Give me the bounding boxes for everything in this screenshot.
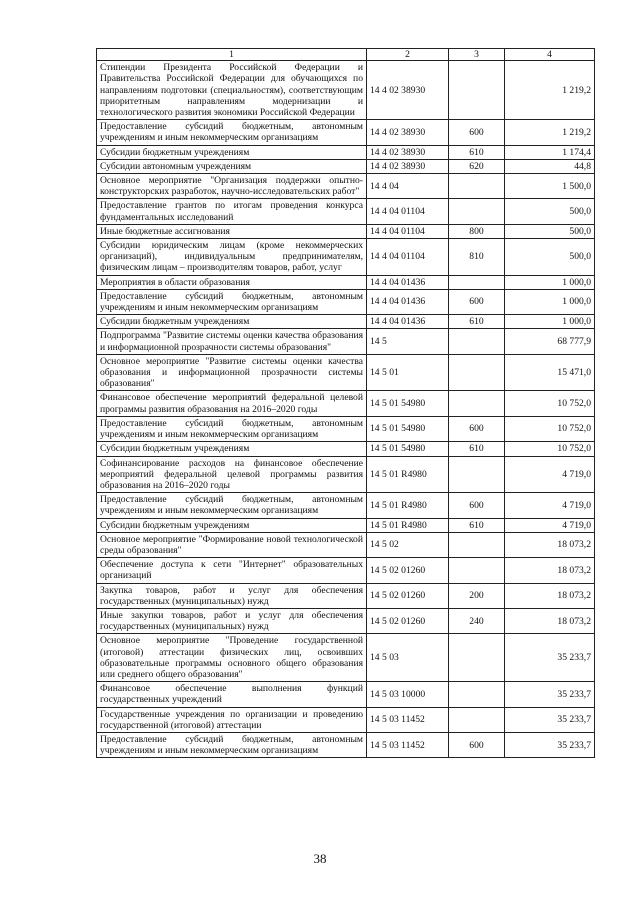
table-row: [97, 315, 595, 329]
row-type: 600: [449, 289, 505, 314]
row-code: 14 5 01 54980: [367, 416, 449, 441]
table-row: [97, 707, 595, 732]
row-type: 600: [449, 120, 505, 145]
row-amount: 44,8: [505, 159, 595, 173]
row-code: 14 4 04 01104: [367, 224, 449, 238]
row-amount: 10 752,0: [505, 391, 595, 416]
table-row: [97, 583, 595, 608]
row-code: 14 5 02 01260: [367, 608, 449, 633]
budget-table: [96, 48, 595, 758]
table-row: [97, 145, 595, 159]
row-name: Основное мероприятие "Организация поддержки опытно-конструкторских разработок, научно-исследовательских работ": [97, 174, 367, 199]
row-name: Иные закупки товаров, работ и услуг для обеспечения государственных (муниципальных) нужд: [97, 608, 367, 633]
row-type: [449, 707, 505, 732]
row-name: Стипендии Президента Российской Федерации и Правительства Российской Федерации для обучающихся по направлениям подготовки (специальностям), соответствующим приоритетным направлениям модернизации и технологического развития экономики Российской Федерации: [97, 61, 367, 120]
table-row: [97, 558, 595, 583]
row-name: Субсидии бюджетным учреждениям: [97, 315, 367, 329]
row-name: Финансовое обеспечение выполнения функций государственных учреждений: [97, 682, 367, 707]
row-type: 800: [449, 224, 505, 238]
row-amount: 1 219,2: [505, 61, 595, 120]
row-type: 610: [449, 442, 505, 456]
row-type: [449, 391, 505, 416]
table-row: [97, 239, 595, 276]
row-name: Финансовое обеспечение мероприятий федеральной целевой программы развития образования на 2016–2020 годы: [97, 391, 367, 416]
row-name: Предоставление грантов по итогам проведения конкурса фундаментальных исследований: [97, 199, 367, 224]
row-type: 610: [449, 315, 505, 329]
table-row: [97, 532, 595, 557]
table-row: [97, 159, 595, 173]
header-col-2: 2: [367, 49, 449, 61]
table-row: [97, 199, 595, 224]
row-code: 14 5 01 R4980: [367, 518, 449, 532]
row-amount: 35 233,7: [505, 732, 595, 757]
row-type: [449, 354, 505, 391]
row-name: Субсидии юридическим лицам (кроме некоммерческих организаций), индивидуальным предпринимателям, физическим лицам – производителям товаров, работ, услуг: [97, 239, 367, 276]
table-body: [97, 61, 595, 758]
row-name: Предоставление субсидий бюджетным, автономным учреждениям и иным некоммерческим организациям: [97, 732, 367, 757]
table-row: [97, 61, 595, 120]
table-row: [97, 416, 595, 441]
row-name: Обеспечение доступа к сети "Интернет" образовательных организаций: [97, 558, 367, 583]
row-name: Иные бюджетные ассигнования: [97, 224, 367, 238]
row-amount: 1 000,0: [505, 275, 595, 289]
table-row: [97, 493, 595, 518]
row-code: 14 5 02 01260: [367, 558, 449, 583]
row-name: Предоставление субсидий бюджетным, автономным учреждениям и иным некоммерческим организациям: [97, 416, 367, 441]
row-type: 200: [449, 583, 505, 608]
row-name: Подпрограмма "Развитие системы оценки качества образования и информационной прозрачности системы образования": [97, 329, 367, 354]
row-code: 14 4 04 01436: [367, 315, 449, 329]
row-name: Основное мероприятие "Проведение государственной (итоговой) аттестации физических лиц, освоивших образовательные программы основного общего образования или среднего общего образования": [97, 634, 367, 682]
row-amount: 18 073,2: [505, 532, 595, 557]
row-name: Субсидии бюджетным учреждениям: [97, 518, 367, 532]
row-code: 14 5 02 01260: [367, 583, 449, 608]
row-name: Субсидии автономным учреждениям: [97, 159, 367, 173]
row-code: 14 4 04 01104: [367, 239, 449, 276]
row-code: 14 5 03 10000: [367, 682, 449, 707]
table-row: [97, 732, 595, 757]
table-row: [97, 608, 595, 633]
table-row: [97, 120, 595, 145]
row-type: 810: [449, 239, 505, 276]
table-row: [97, 329, 595, 354]
row-code: 14 4 02 38930: [367, 120, 449, 145]
row-amount: 35 233,7: [505, 634, 595, 682]
row-amount: 15 471,0: [505, 354, 595, 391]
row-type: 610: [449, 518, 505, 532]
row-type: [449, 329, 505, 354]
row-amount: 1 174,4: [505, 145, 595, 159]
row-type: [449, 174, 505, 199]
row-name: Субсидии бюджетным учреждениям: [97, 145, 367, 159]
row-amount: 4 719,0: [505, 456, 595, 493]
row-amount: 1 500,0: [505, 174, 595, 199]
row-code: 14 5 03 11452: [367, 707, 449, 732]
row-name: Субсидии бюджетным учреждениям: [97, 442, 367, 456]
row-amount: 68 777,9: [505, 329, 595, 354]
row-code: 14 5 01: [367, 354, 449, 391]
row-code: 14 4 02 38930: [367, 145, 449, 159]
table-header-row: [97, 49, 595, 61]
row-code: 14 4 02 38930: [367, 159, 449, 173]
row-name: Государственные учреждения по организации и проведению государственной (итоговой) аттестации: [97, 707, 367, 732]
row-amount: 1 000,0: [505, 315, 595, 329]
row-code: 14 5 01 R4980: [367, 456, 449, 493]
row-code: 14 5: [367, 329, 449, 354]
row-name: Основное мероприятие "Развитие системы оценки качества образования и информационной прозрачности системы образования": [97, 354, 367, 391]
row-type: 600: [449, 493, 505, 518]
row-amount: 1 000,0: [505, 289, 595, 314]
row-type: 620: [449, 159, 505, 173]
row-name: Закупка товаров, работ и услуг для обеспечения государственных (муниципальных) нужд: [97, 583, 367, 608]
table-row: [97, 634, 595, 682]
row-amount: 18 073,2: [505, 583, 595, 608]
table-row: [97, 518, 595, 532]
row-name: Предоставление субсидий бюджетным, автономным учреждениям и иным некоммерческим организациям: [97, 120, 367, 145]
row-amount: 18 073,2: [505, 558, 595, 583]
row-amount: 10 752,0: [505, 416, 595, 441]
row-amount: 500,0: [505, 239, 595, 276]
row-code: 14 4 04 01436: [367, 289, 449, 314]
row-code: 14 5 02: [367, 532, 449, 557]
table-row: [97, 391, 595, 416]
row-amount: 4 719,0: [505, 493, 595, 518]
table-row: [97, 275, 595, 289]
budget-table-container: [96, 48, 594, 758]
row-amount: 500,0: [505, 224, 595, 238]
row-type: [449, 61, 505, 120]
row-code: 14 4 04 01104: [367, 199, 449, 224]
header-col-3: 3: [449, 49, 505, 61]
row-name: Предоставление субсидий бюджетным, автономным учреждениям и иным некоммерческим организациям: [97, 289, 367, 314]
row-amount: 1 219,2: [505, 120, 595, 145]
row-amount: 18 073,2: [505, 608, 595, 633]
row-type: [449, 558, 505, 583]
row-code: 14 5 01 R4980: [367, 493, 449, 518]
row-code: 14 5 01 54980: [367, 442, 449, 456]
row-code: 14 4 04: [367, 174, 449, 199]
row-amount: 500,0: [505, 199, 595, 224]
row-amount: 35 233,7: [505, 707, 595, 732]
row-code: 14 4 04 01436: [367, 275, 449, 289]
row-name: Предоставление субсидий бюджетным, автономным учреждениям и иным некоммерческим организациям: [97, 493, 367, 518]
row-type: [449, 634, 505, 682]
row-type: [449, 275, 505, 289]
row-code: 14 5 03 11452: [367, 732, 449, 757]
header-col-4: 4: [505, 49, 595, 61]
row-amount: 35 233,7: [505, 682, 595, 707]
row-amount: 4 719,0: [505, 518, 595, 532]
row-type: [449, 532, 505, 557]
row-type: [449, 199, 505, 224]
page-number: 38: [313, 851, 327, 866]
header-col-1: 1: [97, 49, 367, 61]
table-row: [97, 289, 595, 314]
row-type: [449, 456, 505, 493]
table-row: [97, 682, 595, 707]
table-row: [97, 174, 595, 199]
row-code: 14 4 02 38930: [367, 61, 449, 120]
row-type: [449, 682, 505, 707]
row-amount: 10 752,0: [505, 442, 595, 456]
table-row: [97, 354, 595, 391]
table-row: [97, 224, 595, 238]
row-code: 14 5 01 54980: [367, 391, 449, 416]
row-type: 240: [449, 608, 505, 633]
row-code: 14 5 03: [367, 634, 449, 682]
row-name: Мероприятия в области образования: [97, 275, 367, 289]
table-row: [97, 442, 595, 456]
row-type: 600: [449, 732, 505, 757]
row-name: Софинансирование расходов на финансовое обеспечение мероприятий федеральной целевой программы развития образования на 2016–2020 годы: [97, 456, 367, 493]
row-name: Основное мероприятие "Формирование новой технологической среды образования": [97, 532, 367, 557]
row-type: 610: [449, 145, 505, 159]
table-row: [97, 456, 595, 493]
row-type: 600: [449, 416, 505, 441]
